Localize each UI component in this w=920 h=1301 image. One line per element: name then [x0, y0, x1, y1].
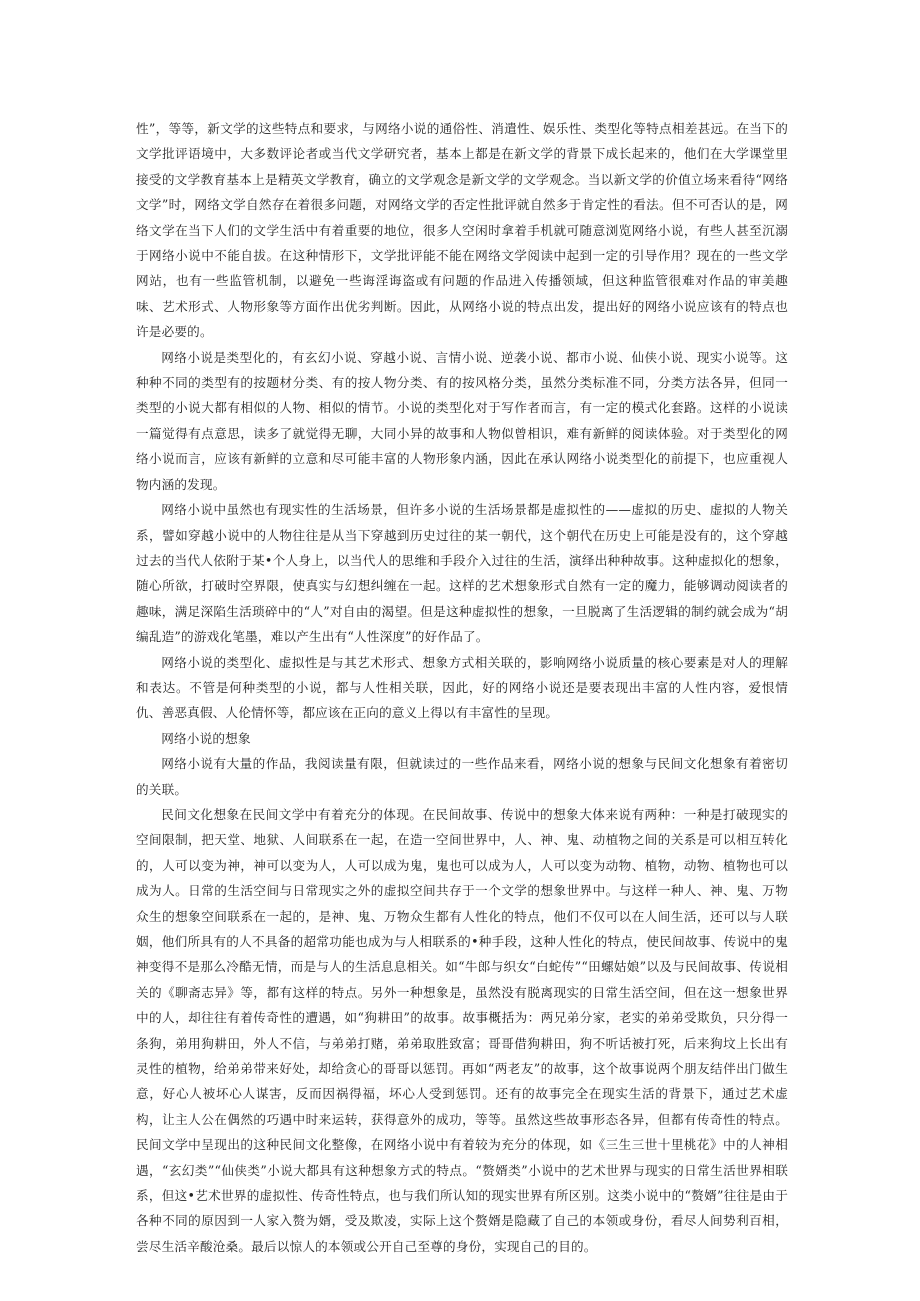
paragraph-imagination-intro: 网络小说有大量的作品，我阅读量有限，但就读过的一些作品来看，网络小说的想象与民间文化想象有着密切的关联。 — [136, 756, 788, 797]
document-page — [136, 116, 788, 1259]
section-heading: 网络小说的想象 — [161, 730, 251, 746]
paragraph-continuation: 性”，等等，新文学的这些特点和要求，与网络小说的通俗性、消遣性、娱乐性、类型化等特点相差甚远。在当下的文学批评语境中，大多数评论者或当代文学研究者，基本上都是在新文学的背景下成长起来的，他们在大学课堂里接受的文学教育基本上是精英文学教育，确立的文学观念是新文学的文学观念。当以新文学的价值立场来看待“网络文学”时，网络文学自然存在着很多问题，对网络文学的否定性批评就自然多于肯定性的看法。但不可否认的是，网络文学在当下人们的文学生活中有着重要的地位，很多人空闲时拿着手机就可随意浏览网络小说，有些人甚至沉溺于网络小说中不能自拔。在这种情形下，文学批评能不能在网络文学阅读中起到一定的引导作用？现在的一些文学网站，也有一些监管机制，以避免一些诲淫诲盗或有问题的作品进入传播领域，但这种监管很难对作品的审美趣味、艺术形式、人物形象等方面作出优劣判断。因此，从网络小说的特点出发，提出好的网络小说应该有的特点也许是必要的。 — [136, 121, 788, 340]
paragraph-typification: 网络小说是类型化的，有玄幻小说、穿越小说、言情小说、逆袭小说、都市小说、仙侠小说、现实小说等。这种种不同的类型有的按题材分类、有的按人物分类、有的按风格分类，虽然分类标准不同，分类方法各异，但同一类型的小说大都有相似的人物、相似的情节。小说的类型化对于写作者而言，有一定的模式化套路。这样的小说读一篇觉得有点意思，读多了就觉得无聊，大同小异的故事和人物似曾相识，难有新鲜的阅读体验。对于类型化的网络小说而言，应该有新鲜的立意和尽可能丰富的人物形象内涵，因此在承认网络小说类型化的前提下，也应重视人物内涵的发现。 — [136, 349, 788, 492]
paragraph-folk-imagination: 民间文化想象在民间文学中有着充分的体现。在民间故事、传说中的想象大体来说有两种：一种是打破现实的空间限制，把天堂、地狱、人间联系在一起，在造一空间世界中，人、神、鬼、动植物之间的关系是可以相互转化的，人可以变为神，神可以变为人，人可以成为鬼，鬼也可以成为人，人可以变为动物、植物，动物、植物也可以成为人。日常的生活空间与日常现实之外的虚拟空间共存于一个文学的想象世界中。与这样一种人、神、鬼、万物众生的想象空间联系在一起的，是神、鬼、万物众生都有人性化的特点，他们不仅可以在人间生活，还可以与人联姻，他们所具有的人不具备的超常功能也成为与人相联系的•种手段，这种人性化的特点，使民间故事、传说中的鬼神变得不是那么冷酷无情，而是与人的生活息息相关。如“牛郎与织女“白蛇传”“田螺姑娘”以及与民间故事、传说相关的《聊斋志异》等，都有这样的特点。另外一种想象是，虽然没有脱离现实的日常生活空间，但在这一想象世界中的人，却往往有着传奇性的遭遇，如“狗耕田”的故事。故事概括为：两兄弟分家，老实的弟弟受欺负，只分得一条狗，弟用狗耕田，外人不信，与弟弟打赌，弟弟取胜致富；哥哥借狗耕田，狗不听话被打死，后来狗坟上长出有灵性的植物，给弟弟带来好处，却给贪心的哥哥以惩罚。再如“两老友”的故事，这个故事说两个朋友结伴出门做生意，好心人被坏心人谋害，反而因祸得福，坏心人受到惩罚。还有的故事完全在现实生活的背景下，通过艺术虚构，让主人公在偶然的巧遇中时来运转，获得意外的成功，等等。虽然这些故事形态各异，但都有传奇性的特点。民间文学中呈现出的这种民间文化整像，在网络小说中有着较为充分的体现，如《三生三世十里桃花》中的人神相遇，“玄幻类”“仙侠类”小说大都具有这种想象方式的特点。“赘婿类”小说中的艺术世界与现实的日常生活世界相联系，但这•艺术世界的虚拟性、传奇性特点，也与我们所认知的现实世界有所区别。这类小说中的“赘婿”往往是由于各种不同的原因到一人家入赘为婿，受及欺凌，实际上这个赘婿是隐藏了自己的本领或身份，看尽人间势利百相，尝尽生活辛酸沧桑。最后以惊人的本领或公开自己至尊的身份，实现自己的目的。 — [136, 806, 788, 1254]
paragraph-core-elements: 网络小说的类型化、虚拟性是与其艺术形式、想象方式相关联的，影响网络小说质量的核心要素是对人的理解和表达。不管是何种类型的小说，都与人性相关联，因此，好的网络小说还是要表现出丰富的人性内容，爱恨情仇、善恶真假、人伦情怀等，都应该在正向的意义上得以有丰富性的呈现。 — [136, 654, 788, 721]
paragraph-virtuality: 网络小说中虽然也有现实性的生活场景，但许多小说的生活场景都是虚拟性的——虚拟的历史、虚拟的人物关系，譬如穿越小说中的人物往往是从当下穿越到历史过往的某一朝代，这个朝代在历史上可能是没有的，这个穿越过去的当代人依附于某•个人身上，以当代人的思维和手段介入过往的生活，演绎出种种故事。这种虚拟化的想象，随心所欲，打破时空界限，使真实与幻想纠缠在一起。这样的艺术想象形式自然有一定的魔力，能够调动阅读者的趣味，满足深陷生活琐碎中的“人”对自由的渴望。但是这种虚拟性的想象，一旦脱离了生活逻辑的制约就会成为“胡编乱造”的游戏化笔墨，难以产生出有“人性深度”的好作品了。 — [136, 502, 788, 645]
